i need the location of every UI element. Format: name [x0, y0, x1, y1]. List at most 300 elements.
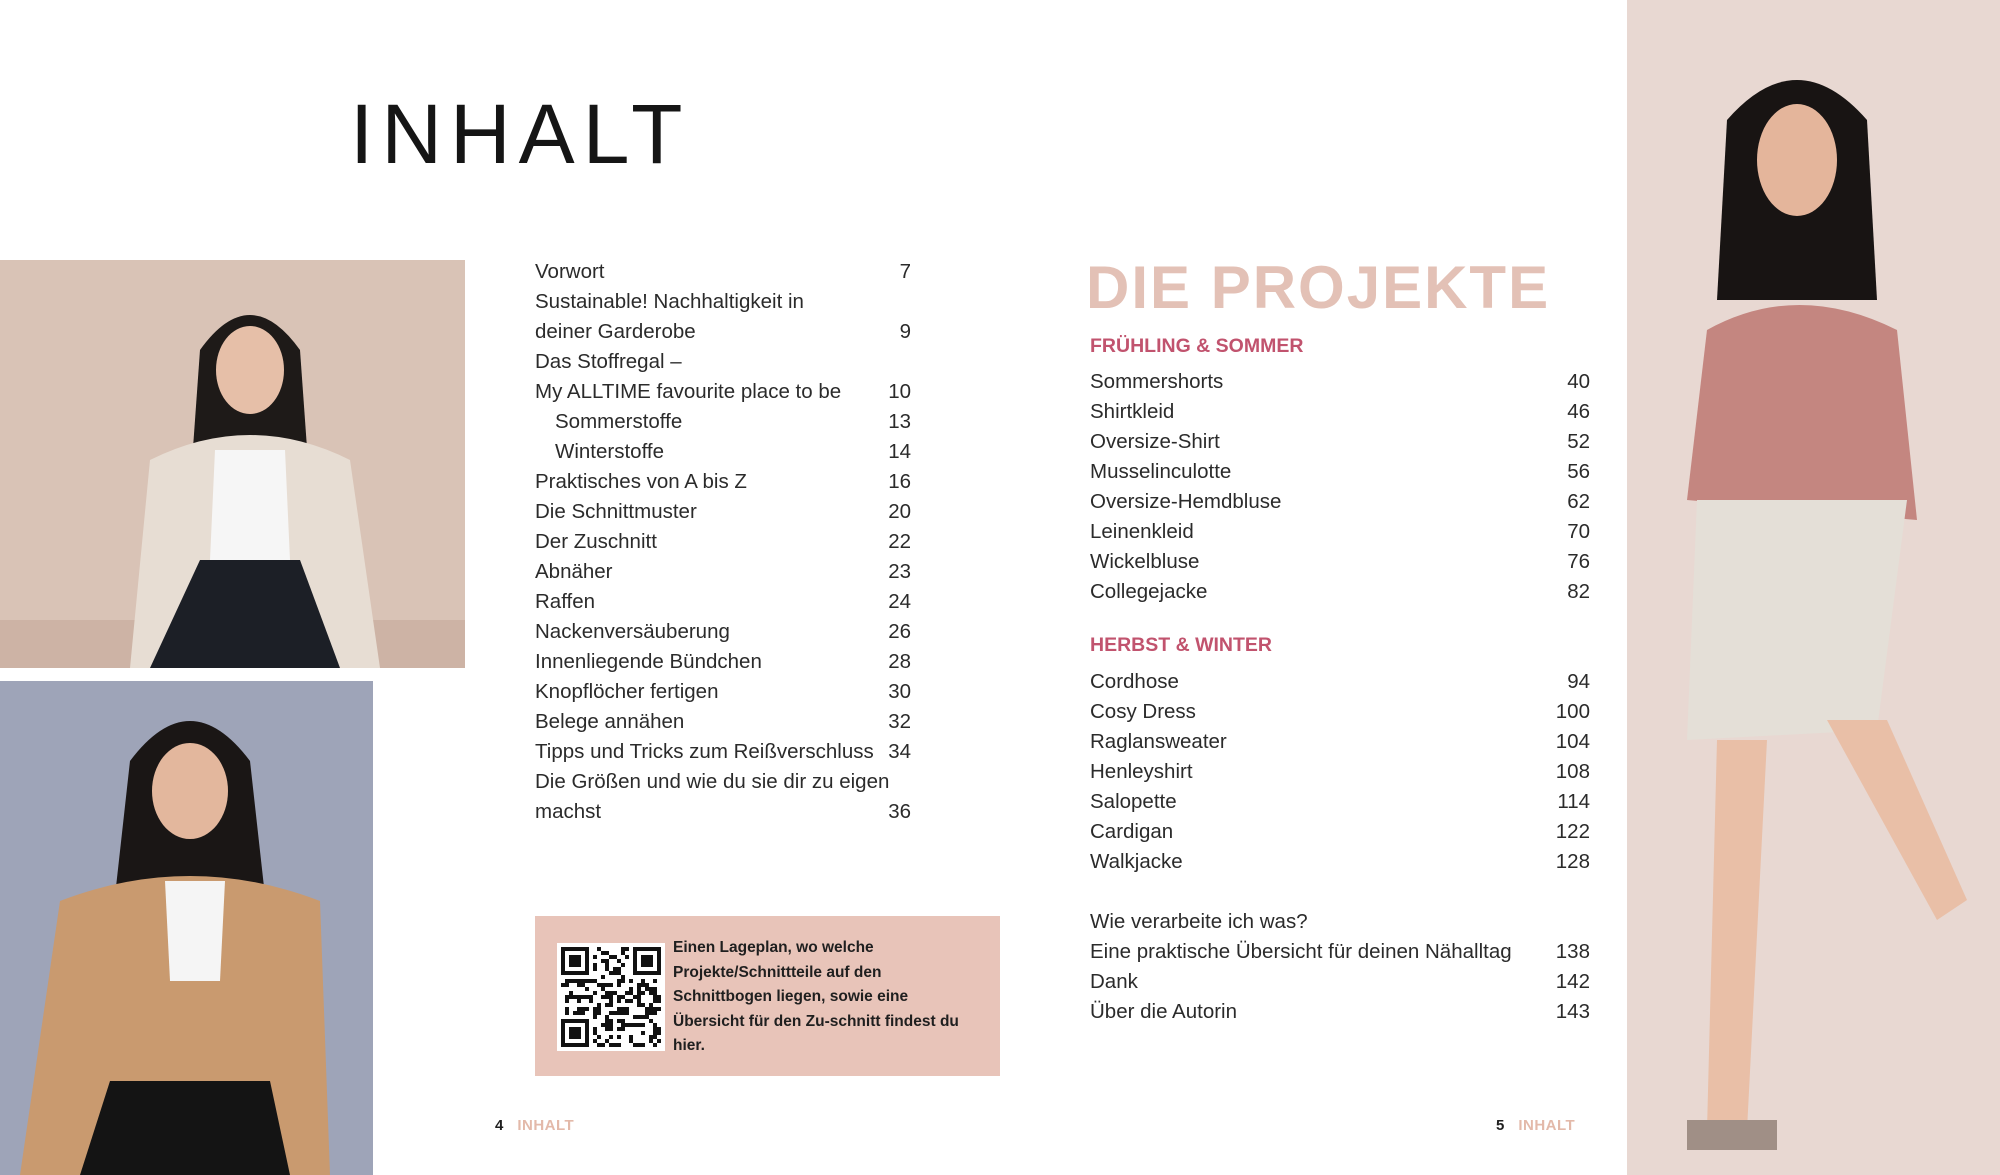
toc-entry-label: Das Stoffregal – [535, 350, 682, 373]
qr-module [593, 1031, 597, 1035]
qr-module [561, 1019, 565, 1023]
toc-entry [535, 707, 911, 737]
toc-entry [535, 467, 911, 497]
photo-illustration [0, 681, 373, 1175]
toc-entry-page: 16 [888, 470, 911, 493]
toc-entry-page: 7 [899, 260, 911, 283]
qr-module [597, 1003, 601, 1007]
qr-module [589, 995, 593, 999]
qr-module [561, 967, 565, 971]
toc-entry-page: 34 [888, 740, 911, 763]
qr-module [629, 991, 633, 995]
qr-module [609, 1035, 613, 1039]
qr-module [653, 987, 657, 991]
qr-module [637, 971, 641, 975]
qr-module [581, 995, 585, 999]
qr-module [617, 1043, 621, 1047]
qr-module [657, 995, 661, 999]
toc-entry-label: Eine praktische Übersicht für deinen Nähalltag [1090, 940, 1512, 963]
toc-entry [535, 617, 911, 647]
qr-module [585, 1035, 589, 1039]
qr-module [613, 991, 617, 995]
qr-module [637, 1043, 641, 1047]
qr-module [577, 1019, 581, 1023]
qr-module [601, 1043, 605, 1047]
toc-entry [535, 767, 911, 797]
toc-entry [1090, 427, 1590, 457]
toc-entry-page: 114 [1557, 790, 1590, 813]
qr-module [637, 999, 641, 1003]
qr-module [641, 947, 645, 951]
toc-entry-page: 82 [1567, 580, 1590, 603]
qr-module [565, 1019, 569, 1023]
qr-module [569, 971, 573, 975]
toc-entry-page: 14 [888, 440, 911, 463]
qr-module [641, 1015, 645, 1019]
qr-module [609, 1019, 613, 1023]
qr-module [561, 963, 565, 967]
qr-module [577, 1007, 581, 1011]
qr-module [605, 995, 609, 999]
qr-module [621, 979, 625, 983]
section-heading-spring-summer: FRÜHLING & SOMMER [1090, 335, 1304, 357]
qr-module [581, 1007, 585, 1011]
qr-module [585, 971, 589, 975]
toc-entry-label: Leinenkleid [1090, 520, 1194, 543]
qr-module [649, 1035, 653, 1039]
toc-entry-label: Oversize-Shirt [1090, 430, 1220, 453]
qr-module [573, 955, 577, 959]
qr-module [605, 1023, 609, 1027]
qr-module [585, 955, 589, 959]
toc-entry-page: 122 [1555, 820, 1590, 843]
qr-module [649, 1011, 653, 1015]
qr-module [653, 995, 657, 999]
toc-entry-label: Über die Autorin [1090, 1000, 1238, 1023]
qr-module [581, 1043, 585, 1047]
qr-module [601, 1023, 605, 1027]
qr-module [629, 1023, 633, 1027]
qr-module [561, 955, 565, 959]
qr-module [569, 963, 573, 967]
qr-module [577, 1043, 581, 1047]
qr-module [645, 959, 649, 963]
qr-module [617, 967, 621, 971]
qr-module [565, 979, 569, 983]
qr-module [641, 1023, 645, 1027]
toc-entry-label: Tipps und Tricks zum Reißverschluss [535, 740, 874, 763]
toc-entry-page: 24 [888, 590, 911, 613]
qr-module [569, 1035, 573, 1039]
toc-entry-label: deiner Garderobe [535, 320, 696, 343]
qr-module [593, 1039, 597, 1043]
qr-module [653, 971, 657, 975]
qr-module [565, 1011, 569, 1015]
toc-list-spring-summer [1090, 367, 1590, 607]
qr-module [657, 1007, 661, 1011]
qr-module [573, 1019, 577, 1023]
qr-module [569, 1019, 573, 1023]
qr-module [633, 1015, 637, 1019]
toc-entry-page: 10 [888, 380, 911, 403]
qr-module [645, 971, 649, 975]
qr-module [657, 1027, 661, 1031]
qr-module [645, 955, 649, 959]
qr-module [617, 1019, 621, 1023]
qr-module [609, 1043, 613, 1047]
folio-right [1496, 1117, 1575, 1134]
qr-module [613, 1011, 617, 1015]
qr-module [641, 1003, 645, 1007]
qr-module [597, 1007, 601, 1011]
qr-module [577, 971, 581, 975]
toc-entry-label: Walkjacke [1090, 850, 1183, 873]
toc-entry-label: Innenliegende Bündchen [535, 650, 762, 673]
qr-module [629, 979, 633, 983]
qr-module [609, 1003, 613, 1007]
toc-entry-page: 143 [1555, 1000, 1590, 1023]
toc-entry [535, 497, 911, 527]
qr-module [573, 1011, 577, 1015]
toc-entry-label: Collegejacke [1090, 580, 1208, 603]
qr-module [593, 1007, 597, 1011]
toc-entry-label: Dank [1090, 970, 1138, 993]
qr-module [633, 955, 637, 959]
qr-module [637, 995, 641, 999]
qr-module [645, 947, 649, 951]
qr-module [609, 991, 613, 995]
qr-module [565, 983, 569, 987]
toc-entry-label: My ALLTIME favourite place to be [535, 380, 842, 403]
qr-module [605, 1027, 609, 1031]
qr-module [613, 971, 617, 975]
qr-module [573, 1043, 577, 1047]
toc-entry-page: 138 [1555, 940, 1590, 963]
qr-module [561, 959, 565, 963]
qr-module [629, 987, 633, 991]
toc-entry-label: Salopette [1090, 790, 1177, 813]
qr-module [577, 947, 581, 951]
qr-module [617, 995, 621, 999]
qr-module [565, 995, 569, 999]
qr-module [621, 1011, 625, 1015]
toc-entry [535, 437, 911, 467]
toc-entry-label: Nackenversäuberung [535, 620, 730, 643]
toc-entry-label: machst [535, 800, 602, 823]
qr-module [561, 947, 565, 951]
qr-module [621, 1007, 625, 1011]
qr-module [621, 963, 625, 967]
qr-module [573, 963, 577, 967]
qr-module [609, 971, 613, 975]
qr-module [561, 1043, 565, 1047]
toc-entry-page: 62 [1567, 490, 1590, 513]
qr-module [657, 971, 661, 975]
qr-module [597, 983, 601, 987]
qr-module [593, 1015, 597, 1019]
qr-module [573, 1031, 577, 1035]
photo-illustration [1627, 0, 2000, 1175]
qr-module [573, 995, 577, 999]
toc-entry [1090, 817, 1590, 847]
qr-module [601, 975, 605, 979]
qr-module [569, 995, 573, 999]
toc-list-appendix [1090, 907, 1590, 1027]
qr-module [641, 1043, 645, 1047]
qr-module [605, 1015, 609, 1019]
toc-entry-page: 23 [888, 560, 911, 583]
toc-entry [535, 677, 911, 707]
qr-module [605, 991, 609, 995]
toc-list-autumn-winter [1090, 667, 1590, 877]
qr-module [637, 947, 641, 951]
toc-entry-page: 142 [1555, 970, 1590, 993]
qr-module [645, 1015, 649, 1019]
qr-module [641, 1031, 645, 1035]
toc-entry [535, 797, 911, 827]
photo-woman-camel-blouse [0, 681, 373, 1175]
toc-entry-page: 20 [888, 500, 911, 523]
toc-entry [535, 587, 911, 617]
qr-module [653, 999, 657, 1003]
qr-module [569, 959, 573, 963]
qr-module [613, 1043, 617, 1047]
qr-module [641, 979, 645, 983]
qr-module [605, 1003, 609, 1007]
toc-entry-label: Sommershorts [1090, 370, 1224, 393]
qr-module [657, 955, 661, 959]
qr-module [569, 947, 573, 951]
toc-entry [1090, 997, 1590, 1027]
qr-module [585, 1043, 589, 1047]
qr-module [609, 955, 613, 959]
photo-illustration [0, 260, 465, 668]
qr-module [653, 1035, 657, 1039]
qr-module [585, 1019, 589, 1023]
qr-module [561, 951, 565, 955]
qr-module [569, 1043, 573, 1047]
toc-entry [1090, 517, 1590, 547]
qr-module [585, 1027, 589, 1031]
qr-module [585, 995, 589, 999]
qr-module [565, 999, 569, 1003]
qr-module [601, 995, 605, 999]
qr-module [585, 987, 589, 991]
toc-entry-label: Vorwort [535, 260, 605, 283]
qr-module [581, 947, 585, 951]
qr-module [561, 1023, 565, 1027]
toc-entry-page: 52 [1567, 430, 1590, 453]
qr-module [629, 1035, 633, 1039]
qr-module [569, 955, 573, 959]
qr-module [585, 951, 589, 955]
toc-entry [535, 647, 911, 677]
qr-module [581, 1019, 585, 1023]
qr-module [633, 1043, 637, 1047]
toc-entry-page: 36 [888, 800, 911, 823]
qr-info-box [535, 916, 1000, 1076]
qr-module [561, 983, 565, 987]
qr-module [577, 1011, 581, 1015]
qr-module [609, 999, 613, 1003]
qr-module [621, 951, 625, 955]
qr-module [605, 967, 609, 971]
qr-module [585, 1031, 589, 1035]
qr-module [637, 991, 641, 995]
qr-module [565, 947, 569, 951]
qr-module [593, 1011, 597, 1015]
toc-entry-label: Winterstoffe [555, 440, 664, 463]
qr-module [657, 951, 661, 955]
qr-module [617, 1011, 621, 1015]
qr-module [649, 955, 653, 959]
toc-entry-label: Henleyshirt [1090, 760, 1193, 783]
qr-module [633, 959, 637, 963]
toc-entry [1090, 787, 1590, 817]
qr-module [605, 983, 609, 987]
toc-entry-label: Sommerstoffe [555, 410, 683, 433]
section-heading-autumn-winter: HERBST & WINTER [1090, 634, 1272, 656]
qr-module [621, 1019, 625, 1023]
qr-module [577, 955, 581, 959]
qr-module [621, 1023, 625, 1027]
qr-module [609, 995, 613, 999]
toc-entry-label: Cardigan [1090, 820, 1174, 843]
qr-description: Einen Lageplan, wo welche Projekte/Schnittteile auf den Schnittbogen liegen, sowie eine Übersicht für den Zu-schnitt findest du hier. [673, 939, 959, 1054]
qr-module [625, 1011, 629, 1015]
qr-module [585, 979, 589, 983]
qr-module [561, 971, 565, 975]
qr-module [617, 959, 621, 963]
qr-module [633, 967, 637, 971]
toc-entry [1090, 457, 1590, 487]
qr-module [569, 1027, 573, 1031]
qr-module [597, 1011, 601, 1015]
qr-module [625, 991, 629, 995]
toc-entry-page: 70 [1567, 520, 1590, 543]
toc-entry-page: 128 [1555, 850, 1590, 873]
toc-entry [1090, 367, 1590, 397]
toc-entry-page: 100 [1555, 700, 1590, 723]
qr-module [633, 995, 637, 999]
qr-module [633, 963, 637, 967]
qr-module [593, 991, 597, 995]
toc-entry-label: Der Zuschnitt [535, 530, 657, 553]
toc-entry [535, 527, 911, 557]
toc-entry-page: 94 [1567, 670, 1590, 693]
toc-entry-label: Cosy Dress [1090, 700, 1196, 723]
toc-entry-label: Sustainable! Nachhaltigkeit in [535, 290, 804, 313]
qr-module [649, 1003, 653, 1007]
qr-module [573, 947, 577, 951]
qr-module [597, 1035, 601, 1039]
qr-module [585, 967, 589, 971]
toc-list-general [535, 257, 911, 827]
qr-module [653, 1043, 657, 1047]
qr-module [609, 1011, 613, 1015]
qr-module [629, 999, 633, 1003]
qr-module [577, 959, 581, 963]
toc-entry [1090, 967, 1590, 997]
qr-module [597, 1043, 601, 1047]
qr-module [625, 955, 629, 959]
qr-module [577, 1031, 581, 1035]
toc-entry-page: 13 [888, 410, 911, 433]
toc-entry-page: 9 [899, 320, 911, 343]
toc-entry-label: Musselinculotte [1090, 460, 1232, 483]
toc-entry-page: 28 [888, 650, 911, 673]
toc-entry-label: Raffen [535, 590, 596, 613]
qr-module [569, 979, 573, 983]
qr-module [585, 947, 589, 951]
qr-module [621, 1027, 625, 1031]
qr-module [645, 983, 649, 987]
qr-module [641, 963, 645, 967]
toc-entry [535, 377, 911, 407]
qr-module [645, 1007, 649, 1011]
qr-module [657, 947, 661, 951]
qr-module [593, 979, 597, 983]
qr-module [581, 983, 585, 987]
qr-module [609, 1027, 613, 1031]
toc-entry [1090, 847, 1590, 877]
qr-module [593, 1027, 597, 1031]
qr-module [581, 979, 585, 983]
toc-entry-page: 46 [1567, 400, 1590, 423]
qr-module [573, 979, 577, 983]
qr-module [625, 1007, 629, 1011]
qr-module [617, 979, 621, 983]
toc-entry [535, 257, 911, 287]
qr-module [593, 963, 597, 967]
qr-module [577, 983, 581, 987]
qr-module [573, 959, 577, 963]
qr-module [649, 1007, 653, 1011]
toc-entry [535, 557, 911, 587]
qr-module [577, 1035, 581, 1039]
toc-entry-label: Shirtkleid [1090, 400, 1175, 423]
qr-module [641, 971, 645, 975]
toc-entry [1090, 937, 1590, 967]
qr-module [653, 991, 657, 995]
qr-module [589, 999, 593, 1003]
qr-module [633, 951, 637, 955]
toc-entry [535, 737, 911, 767]
qr-module [581, 1011, 585, 1015]
toc-entry-page: 104 [1555, 730, 1590, 753]
qr-module [577, 979, 581, 983]
qr-module [657, 967, 661, 971]
qr-module [565, 971, 569, 975]
qr-module [561, 1035, 565, 1039]
qr-code-icon[interactable] [557, 943, 665, 1051]
qr-module [633, 947, 637, 951]
qr-module [649, 971, 653, 975]
qr-module [589, 979, 593, 983]
photo-woman-beige-shirt [0, 260, 465, 668]
toc-entry-label: Oversize-Hemdbluse [1090, 490, 1282, 513]
qr-module [657, 1031, 661, 1035]
qr-module [649, 1039, 653, 1043]
photo-woman-pink-top [1627, 0, 2000, 1175]
folio-page-number: 4 [495, 1117, 504, 1134]
qr-module [617, 1007, 621, 1011]
toc-entry [1090, 547, 1590, 577]
qr-module [653, 1023, 657, 1027]
qr-module [585, 959, 589, 963]
folio-label: INHALT [1518, 1117, 1576, 1134]
qr-module [617, 971, 621, 975]
